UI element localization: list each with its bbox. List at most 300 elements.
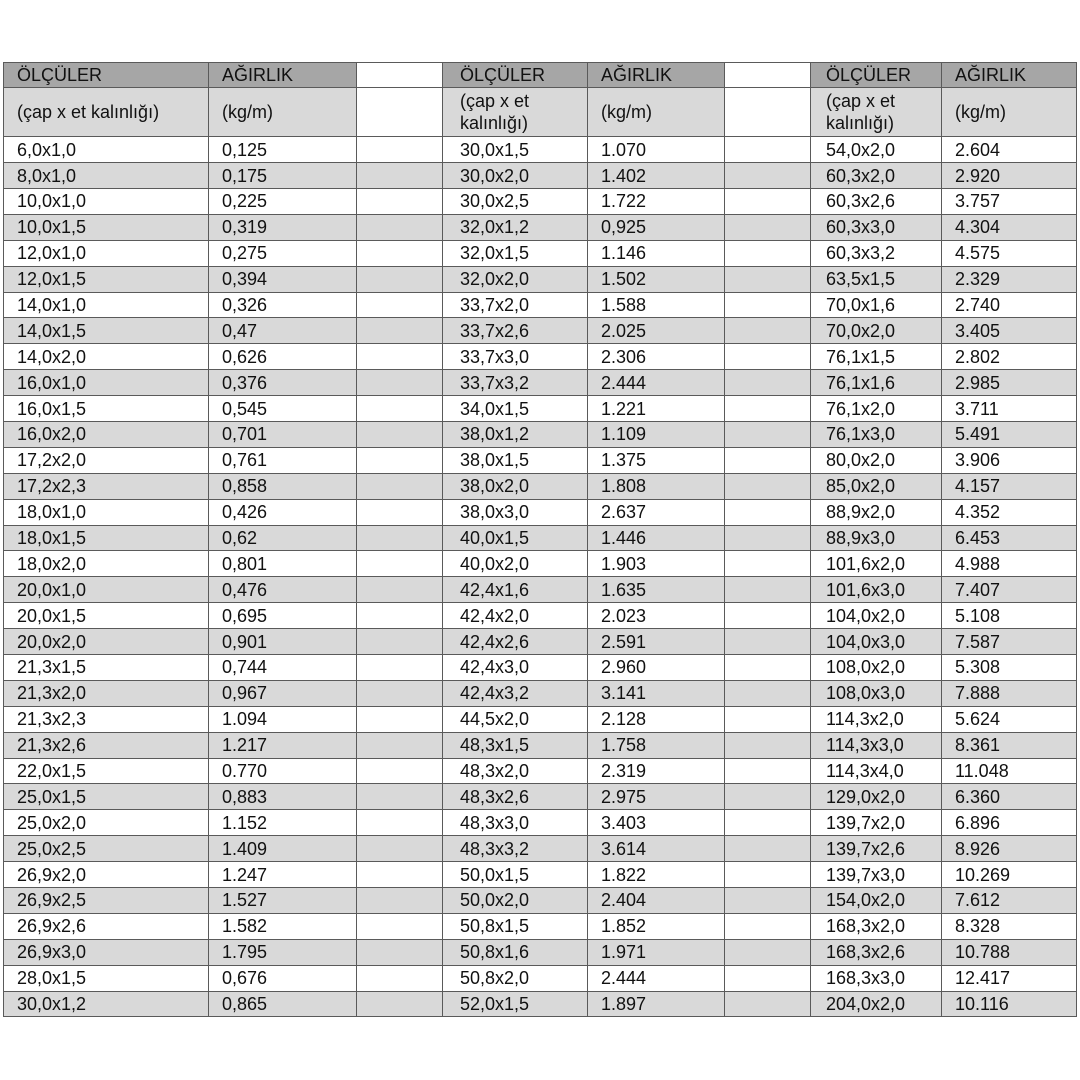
cell-weight-3: 7.407 [942, 577, 1077, 603]
cell-weight-2: 3.403 [588, 810, 725, 836]
cell-weight-3: 12.417 [942, 965, 1077, 991]
cell-size-2: 38,0x1,2 [443, 421, 588, 447]
table-row [4, 525, 1077, 551]
spacer-cell [357, 63, 443, 88]
cell-size-1: 25,0x2,5 [4, 836, 209, 862]
spacer-cell [357, 991, 443, 1017]
spacer-cell [725, 499, 811, 525]
cell-weight-1: 0,319 [209, 214, 357, 240]
table-row [4, 758, 1077, 784]
cell-size-2: 48,3x1,5 [443, 732, 588, 758]
cell-weight-2: 1.903 [588, 551, 725, 577]
spacer-cell [357, 214, 443, 240]
spacer-cell [725, 318, 811, 344]
spacer-cell [725, 862, 811, 888]
table-row [4, 706, 1077, 732]
cell-weight-1: 0,225 [209, 188, 357, 214]
cell-weight-2: 1.852 [588, 913, 725, 939]
cell-size-1: 18,0x1,0 [4, 499, 209, 525]
cell-weight-1: 0,865 [209, 991, 357, 1017]
subheader-size-2: (çap x et kalınlığı) [443, 87, 588, 136]
cell-weight-3: 5.308 [942, 655, 1077, 681]
cell-weight-3: 8.361 [942, 732, 1077, 758]
cell-weight-2: 1.722 [588, 188, 725, 214]
cell-weight-1: 0,701 [209, 421, 357, 447]
spacer-cell [357, 810, 443, 836]
cell-size-3: 104,0x2,0 [811, 603, 942, 629]
header-size-2: ÖLÇÜLER [443, 63, 588, 88]
cell-weight-3: 3.405 [942, 318, 1077, 344]
cell-size-2: 32,0x1,2 [443, 214, 588, 240]
cell-weight-1: 0,476 [209, 577, 357, 603]
cell-weight-1: 0.770 [209, 758, 357, 784]
cell-size-2: 33,7x3,2 [443, 370, 588, 396]
cell-size-1: 25,0x1,5 [4, 784, 209, 810]
cell-weight-3: 2.740 [942, 292, 1077, 318]
cell-weight-1: 0,62 [209, 525, 357, 551]
cell-size-2: 33,7x2,0 [443, 292, 588, 318]
spacer-cell [357, 913, 443, 939]
cell-weight-3: 2.985 [942, 370, 1077, 396]
spacer-cell [357, 87, 443, 136]
cell-weight-2: 2.591 [588, 629, 725, 655]
subheader-row [4, 87, 1077, 136]
cell-weight-1: 0,545 [209, 396, 357, 422]
cell-size-3: 76,1x2,0 [811, 396, 942, 422]
spacer-cell [725, 137, 811, 163]
cell-size-3: 80,0x2,0 [811, 447, 942, 473]
cell-weight-1: 0,901 [209, 629, 357, 655]
cell-size-1: 20,0x1,0 [4, 577, 209, 603]
subheader-size-3: (çap x et kalınlığı) [811, 87, 942, 136]
spacer-cell [357, 292, 443, 318]
cell-size-2: 48,3x2,0 [443, 758, 588, 784]
cell-size-3: 101,6x2,0 [811, 551, 942, 577]
cell-weight-3: 3.906 [942, 447, 1077, 473]
spacer-cell [725, 292, 811, 318]
table-row [4, 447, 1077, 473]
cell-weight-1: 0,676 [209, 965, 357, 991]
spacer-cell [725, 603, 811, 629]
spacer-cell [725, 913, 811, 939]
cell-weight-2: 2.023 [588, 603, 725, 629]
spacer-cell [357, 862, 443, 888]
spacer-cell [357, 473, 443, 499]
cell-size-2: 50,0x2,0 [443, 888, 588, 914]
cell-weight-1: 0,761 [209, 447, 357, 473]
cell-weight-2: 1.808 [588, 473, 725, 499]
spacer-cell [725, 732, 811, 758]
cell-size-2: 38,0x3,0 [443, 499, 588, 525]
cell-weight-2: 1.446 [588, 525, 725, 551]
cell-size-3: 204,0x2,0 [811, 991, 942, 1017]
spacer-cell [725, 655, 811, 681]
cell-size-1: 8,0x1,0 [4, 163, 209, 189]
spacer-cell [725, 266, 811, 292]
cell-size-3: 60,3x3,2 [811, 240, 942, 266]
subheader-weight-1: (kg/m) [209, 87, 357, 136]
table-row [4, 318, 1077, 344]
cell-size-3: 60,3x2,0 [811, 163, 942, 189]
cell-size-3: 54,0x2,0 [811, 137, 942, 163]
cell-size-1: 21,3x2,6 [4, 732, 209, 758]
cell-weight-1: 1.152 [209, 810, 357, 836]
table-row [4, 214, 1077, 240]
cell-weight-1: 0,326 [209, 292, 357, 318]
spacer-cell [725, 370, 811, 396]
cell-weight-1: 1.795 [209, 939, 357, 965]
spacer-cell [725, 421, 811, 447]
spacer-cell [725, 965, 811, 991]
cell-size-1: 22,0x1,5 [4, 758, 209, 784]
cell-size-3: 139,7x2,6 [811, 836, 942, 862]
table-row [4, 266, 1077, 292]
cell-weight-2: 1.109 [588, 421, 725, 447]
cell-size-2: 33,7x2,6 [443, 318, 588, 344]
header-weight-3: AĞIRLIK [942, 63, 1077, 88]
cell-weight-2: 1.588 [588, 292, 725, 318]
cell-size-3: 60,3x2,6 [811, 188, 942, 214]
spacer-cell [725, 888, 811, 914]
cell-size-1: 17,2x2,3 [4, 473, 209, 499]
cell-size-3: 88,9x3,0 [811, 525, 942, 551]
cell-size-1: 20,0x2,0 [4, 629, 209, 655]
spacer-cell [357, 732, 443, 758]
spacer-cell [725, 939, 811, 965]
cell-weight-1: 0,376 [209, 370, 357, 396]
spacer-cell [725, 551, 811, 577]
spacer-cell [357, 188, 443, 214]
spacer-cell [357, 888, 443, 914]
cell-weight-2: 2.319 [588, 758, 725, 784]
cell-weight-1: 1.582 [209, 913, 357, 939]
cell-size-2: 42,4x1,6 [443, 577, 588, 603]
spacer-cell [357, 525, 443, 551]
cell-weight-2: 1.758 [588, 732, 725, 758]
cell-size-2: 50,0x1,5 [443, 862, 588, 888]
spacer-cell [357, 318, 443, 344]
table-row [4, 577, 1077, 603]
cell-weight-2: 3.614 [588, 836, 725, 862]
subheader-weight-3: (kg/m) [942, 87, 1077, 136]
header-row [4, 63, 1077, 88]
weight-table-container [3, 62, 1076, 1017]
cell-size-3: 154,0x2,0 [811, 888, 942, 914]
cell-weight-2: 1.971 [588, 939, 725, 965]
table-row [4, 396, 1077, 422]
spacer-cell [725, 577, 811, 603]
cell-size-2: 42,4x3,2 [443, 680, 588, 706]
cell-size-3: 114,3x3,0 [811, 732, 942, 758]
table-row [4, 680, 1077, 706]
cell-weight-1: 0,801 [209, 551, 357, 577]
cell-weight-3: 7.587 [942, 629, 1077, 655]
cell-size-2: 32,0x2,0 [443, 266, 588, 292]
cell-weight-1: 0,967 [209, 680, 357, 706]
cell-weight-2: 1.635 [588, 577, 725, 603]
spacer-cell [357, 240, 443, 266]
spacer-cell [357, 447, 443, 473]
cell-weight-3: 2.802 [942, 344, 1077, 370]
spacer-cell [725, 991, 811, 1017]
cell-weight-2: 2.025 [588, 318, 725, 344]
table-row [4, 939, 1077, 965]
subheader-size-1: (çap x et kalınlığı) [4, 87, 209, 136]
cell-size-1: 25,0x2,0 [4, 810, 209, 836]
table-row [4, 370, 1077, 396]
cell-weight-1: 0,275 [209, 240, 357, 266]
cell-weight-3: 2.920 [942, 163, 1077, 189]
cell-size-1: 6,0x1,0 [4, 137, 209, 163]
cell-weight-3: 4.988 [942, 551, 1077, 577]
cell-size-3: 139,7x2,0 [811, 810, 942, 836]
spacer-cell [725, 447, 811, 473]
header-size-1: ÖLÇÜLER [4, 63, 209, 88]
cell-weight-1: 0,47 [209, 318, 357, 344]
table-row [4, 862, 1077, 888]
cell-size-1: 26,9x2,6 [4, 913, 209, 939]
cell-size-1: 16,0x2,0 [4, 421, 209, 447]
cell-size-2: 32,0x1,5 [443, 240, 588, 266]
table-row [4, 421, 1077, 447]
cell-weight-1: 1.409 [209, 836, 357, 862]
cell-size-2: 30,0x2,0 [443, 163, 588, 189]
cell-size-2: 42,4x2,0 [443, 603, 588, 629]
cell-weight-3: 5.108 [942, 603, 1077, 629]
spacer-cell [357, 551, 443, 577]
cell-weight-2: 2.444 [588, 965, 725, 991]
cell-size-2: 48,3x2,6 [443, 784, 588, 810]
cell-weight-1: 0,426 [209, 499, 357, 525]
cell-weight-3: 3.757 [942, 188, 1077, 214]
spacer-cell [725, 188, 811, 214]
table-row [4, 810, 1077, 836]
spacer-cell [725, 836, 811, 862]
table-row [4, 913, 1077, 939]
cell-size-3: 88,9x2,0 [811, 499, 942, 525]
cell-weight-2: 1.897 [588, 991, 725, 1017]
table-row [4, 603, 1077, 629]
cell-size-2: 42,4x2,6 [443, 629, 588, 655]
cell-size-1: 14,0x2,0 [4, 344, 209, 370]
pipe-weight-table [3, 62, 1077, 1017]
cell-size-3: 114,3x4,0 [811, 758, 942, 784]
cell-size-3: 114,3x2,0 [811, 706, 942, 732]
cell-weight-2: 1.070 [588, 137, 725, 163]
table-row [4, 551, 1077, 577]
cell-size-1: 14,0x1,5 [4, 318, 209, 344]
spacer-cell [725, 396, 811, 422]
cell-weight-3: 3.711 [942, 396, 1077, 422]
spacer-cell [725, 784, 811, 810]
table-row [4, 991, 1077, 1017]
cell-size-3: 104,0x3,0 [811, 629, 942, 655]
cell-size-3: 60,3x3,0 [811, 214, 942, 240]
cell-size-1: 14,0x1,0 [4, 292, 209, 318]
cell-weight-1: 1.527 [209, 888, 357, 914]
header-weight-2: AĞIRLIK [588, 63, 725, 88]
cell-weight-3: 11.048 [942, 758, 1077, 784]
spacer-cell [357, 655, 443, 681]
spacer-cell [725, 525, 811, 551]
cell-size-1: 17,2x2,0 [4, 447, 209, 473]
cell-weight-3: 7.612 [942, 888, 1077, 914]
cell-size-1: 21,3x1,5 [4, 655, 209, 681]
cell-size-2: 30,0x2,5 [443, 188, 588, 214]
cell-weight-1: 1.247 [209, 862, 357, 888]
cell-weight-2: 2.637 [588, 499, 725, 525]
table-row [4, 344, 1077, 370]
table-row [4, 836, 1077, 862]
cell-size-2: 38,0x1,5 [443, 447, 588, 473]
cell-weight-3: 5.624 [942, 706, 1077, 732]
cell-weight-2: 2.960 [588, 655, 725, 681]
cell-size-2: 30,0x1,5 [443, 137, 588, 163]
cell-size-1: 26,9x2,0 [4, 862, 209, 888]
table-row [4, 473, 1077, 499]
spacer-cell [357, 939, 443, 965]
cell-size-1: 18,0x2,0 [4, 551, 209, 577]
cell-size-3: 76,1x1,5 [811, 344, 942, 370]
cell-size-2: 34,0x1,5 [443, 396, 588, 422]
cell-size-1: 18,0x1,5 [4, 525, 209, 551]
cell-size-3: 108,0x2,0 [811, 655, 942, 681]
cell-size-3: 129,0x2,0 [811, 784, 942, 810]
cell-size-2: 40,0x1,5 [443, 525, 588, 551]
cell-size-3: 139,7x3,0 [811, 862, 942, 888]
cell-size-1: 12,0x1,5 [4, 266, 209, 292]
cell-size-3: 63,5x1,5 [811, 266, 942, 292]
cell-weight-3: 7.888 [942, 680, 1077, 706]
cell-size-1: 12,0x1,0 [4, 240, 209, 266]
cell-weight-3: 2.329 [942, 266, 1077, 292]
spacer-cell [357, 629, 443, 655]
spacer-cell [725, 63, 811, 88]
spacer-cell [357, 421, 443, 447]
cell-weight-3: 10.269 [942, 862, 1077, 888]
cell-weight-2: 1.146 [588, 240, 725, 266]
spacer-cell [725, 758, 811, 784]
cell-size-1: 26,9x3,0 [4, 939, 209, 965]
spacer-cell [357, 499, 443, 525]
cell-size-3: 101,6x3,0 [811, 577, 942, 603]
cell-weight-2: 1.221 [588, 396, 725, 422]
table-row [4, 163, 1077, 189]
spacer-cell [357, 344, 443, 370]
cell-weight-1: 0,695 [209, 603, 357, 629]
subheader-weight-2: (kg/m) [588, 87, 725, 136]
cell-weight-3: 4.352 [942, 499, 1077, 525]
cell-size-2: 44,5x2,0 [443, 706, 588, 732]
spacer-cell [725, 680, 811, 706]
cell-size-3: 76,1x3,0 [811, 421, 942, 447]
cell-size-2: 33,7x3,0 [443, 344, 588, 370]
cell-size-1: 26,9x2,5 [4, 888, 209, 914]
cell-size-2: 50,8x1,5 [443, 913, 588, 939]
cell-size-3: 70,0x1,6 [811, 292, 942, 318]
cell-weight-1: 0,394 [209, 266, 357, 292]
cell-size-2: 40,0x2,0 [443, 551, 588, 577]
cell-weight-3: 10.116 [942, 991, 1077, 1017]
cell-weight-2: 2.128 [588, 706, 725, 732]
cell-weight-3: 8.926 [942, 836, 1077, 862]
cell-weight-2: 2.306 [588, 344, 725, 370]
cell-weight-3: 2.604 [942, 137, 1077, 163]
cell-weight-2: 1.502 [588, 266, 725, 292]
spacer-cell [357, 836, 443, 862]
table-row [4, 784, 1077, 810]
cell-weight-3: 6.896 [942, 810, 1077, 836]
cell-weight-3: 5.491 [942, 421, 1077, 447]
spacer-cell [357, 758, 443, 784]
cell-size-1: 16,0x1,5 [4, 396, 209, 422]
table-row [4, 732, 1077, 758]
spacer-cell [725, 87, 811, 136]
table-row [4, 888, 1077, 914]
cell-weight-1: 1.217 [209, 732, 357, 758]
cell-size-1: 10,0x1,5 [4, 214, 209, 240]
spacer-cell [725, 706, 811, 732]
cell-size-2: 52,0x1,5 [443, 991, 588, 1017]
spacer-cell [357, 266, 443, 292]
cell-weight-3: 4.575 [942, 240, 1077, 266]
cell-weight-2: 0,925 [588, 214, 725, 240]
cell-weight-2: 3.141 [588, 680, 725, 706]
spacer-cell [357, 163, 443, 189]
spacer-cell [725, 214, 811, 240]
cell-size-2: 38,0x2,0 [443, 473, 588, 499]
table-row [4, 965, 1077, 991]
cell-weight-1: 0,626 [209, 344, 357, 370]
spacer-cell [725, 240, 811, 266]
table-row [4, 188, 1077, 214]
cell-weight-1: 0,175 [209, 163, 357, 189]
cell-size-2: 50,8x1,6 [443, 939, 588, 965]
cell-weight-3: 4.157 [942, 473, 1077, 499]
cell-size-2: 48,3x3,2 [443, 836, 588, 862]
cell-weight-2: 2.975 [588, 784, 725, 810]
cell-weight-3: 6.453 [942, 525, 1077, 551]
spacer-cell [357, 680, 443, 706]
cell-size-3: 85,0x2,0 [811, 473, 942, 499]
cell-size-2: 48,3x3,0 [443, 810, 588, 836]
table-row [4, 655, 1077, 681]
spacer-cell [357, 396, 443, 422]
cell-size-1: 20,0x1,5 [4, 603, 209, 629]
cell-size-3: 168,3x3,0 [811, 965, 942, 991]
spacer-cell [725, 629, 811, 655]
header-weight-1: AĞIRLIK [209, 63, 357, 88]
cell-size-3: 168,3x2,0 [811, 913, 942, 939]
cell-weight-1: 0,125 [209, 137, 357, 163]
cell-weight-1: 1.094 [209, 706, 357, 732]
cell-size-3: 76,1x1,6 [811, 370, 942, 396]
spacer-cell [725, 163, 811, 189]
cell-weight-2: 1.822 [588, 862, 725, 888]
cell-weight-2: 1.375 [588, 447, 725, 473]
cell-weight-3: 8.328 [942, 913, 1077, 939]
cell-weight-2: 2.444 [588, 370, 725, 396]
cell-size-1: 16,0x1,0 [4, 370, 209, 396]
cell-size-3: 108,0x3,0 [811, 680, 942, 706]
spacer-cell [725, 473, 811, 499]
spacer-cell [725, 344, 811, 370]
spacer-cell [357, 706, 443, 732]
spacer-cell [357, 603, 443, 629]
table-row [4, 292, 1077, 318]
cell-weight-3: 4.304 [942, 214, 1077, 240]
cell-weight-1: 0,744 [209, 655, 357, 681]
